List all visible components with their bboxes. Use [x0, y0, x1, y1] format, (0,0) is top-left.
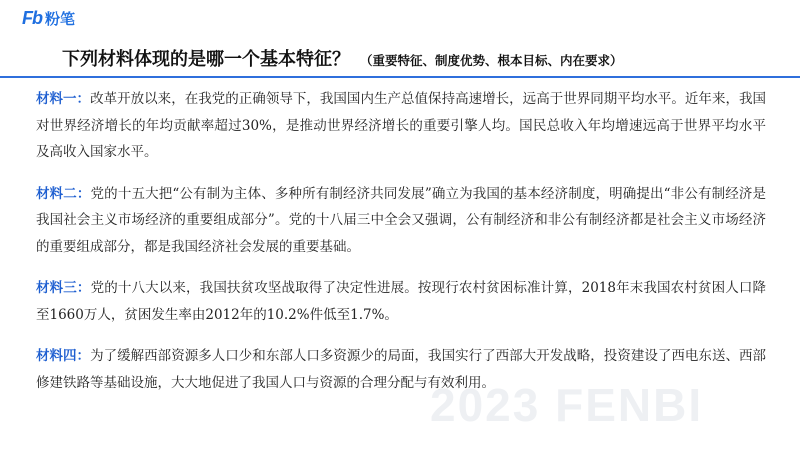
slide-title: 下列材料体现的是哪一个基本特征？ — [62, 49, 350, 70]
material-1-label: 材料一： — [36, 91, 91, 107]
logo-text: 粉笔 — [45, 10, 76, 28]
fenbi-logo — [22, 8, 75, 29]
watermark: 2023 FENBI — [430, 379, 704, 431]
material-1-text: 改革开放以来，在我党的正确领导下，我国国内生产总值保持高速增长，远高于世界同期平均水平。近年来，我国对世界经济增长的年均贡献率超过30%，是推动世界经济增长的重要引擎人均。国民总收入年均增速远高于世界平均水平及高收入国家水平。 — [36, 91, 767, 160]
slide-subtitle: （重要特征、制度优势、根本目标、内在要求） — [360, 53, 623, 68]
material-4 — [36, 343, 766, 396]
material-2-label: 材料二： — [36, 185, 91, 202]
material-3-label: 材料三： — [36, 280, 91, 296]
header-divider — [0, 76, 800, 78]
slide-header — [62, 45, 623, 71]
material-2-text: 党的十五大把“公有制为主体、多种所有制经济共同发展”确立为我国的基本经济制度，明确提出“非公有制经济是我国社会主义市场经济的重要组成部分”。党的十八届三中全会又强调，公有制经济和非公有制经济都是社会主义市场经济的重要组成部分，都是我国经济社会发展的重要基础。 — [36, 185, 766, 255]
material-1 — [36, 86, 766, 166]
materials-list — [36, 86, 766, 411]
logo-mark: Fb — [22, 8, 42, 28]
material-4-label: 材料四： — [36, 348, 91, 364]
material-4-text: 为了缓解西部资源多人口少和东部人口多资源少的局面，我国实行了西部大开发战略，投资建设了西电东送、西部修建铁路等基础设施，大大地促进了我国人口与资源的合理分配与有效利用。 — [36, 348, 767, 391]
material-3 — [36, 275, 766, 328]
material-3-text: 党的十八大以来，我国扶贫攻坚战取得了决定性进展。按现行农村贫困标准计算，2018年末我国农村贫困人口降至1660万人，贫困发生率由2012年的10.2%件低至1.7%。 — [36, 280, 766, 323]
material-2 — [36, 181, 766, 261]
